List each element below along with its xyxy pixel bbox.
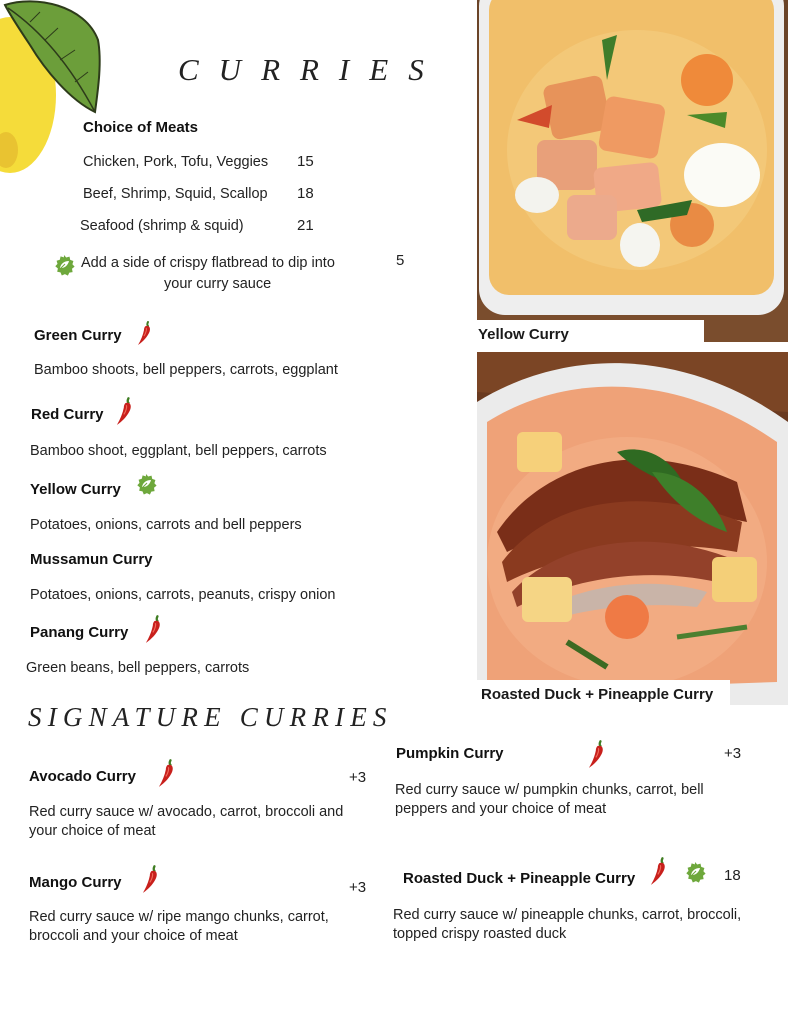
signature-item-desc: peppers and your choice of meat	[395, 801, 607, 817]
signature-item-desc: your choice of meat	[29, 823, 156, 839]
signature-item-desc: Red curry sauce w/ pumpkin chunks, carrot, bell	[395, 782, 704, 798]
signature-item-name: Pumpkin Curry	[396, 745, 504, 762]
curry-name-mussamun: Mussamun Curry	[30, 551, 153, 568]
signature-item-price: +3	[349, 769, 367, 786]
side-price: 5	[396, 252, 405, 269]
signature-item-price: 18	[724, 867, 741, 884]
signature-item-name: Mango Curry	[29, 874, 122, 891]
chili-icon	[586, 739, 608, 769]
vegan-badge-icon	[684, 861, 706, 883]
signature-item-desc: Red curry sauce w/ pineapple chunks, carrot, broccoli,	[393, 907, 742, 923]
curry-desc-green: Bamboo shoots, bell peppers, carrots, eggplant	[34, 362, 338, 378]
photo-caption-duck: Roasted Duck + Pineapple Curry	[477, 680, 730, 710]
meat-option-price: 18	[297, 185, 314, 202]
signature-title: SIGNATURE CURRIES	[28, 702, 393, 732]
photo-caption-yellow: Yellow Curry	[474, 320, 704, 350]
chili-icon	[648, 856, 670, 886]
signature-item-desc: Red curry sauce w/ ripe mango chunks, carrot,	[29, 909, 329, 925]
curry-name-red: Red Curry	[31, 406, 104, 423]
signature-item-name: Avocado Curry	[29, 768, 136, 785]
signature-item-desc: Red curry sauce w/ avocado, carrot, broccoli and	[29, 804, 344, 820]
meat-option-label: Chicken, Pork, Tofu, Veggies	[83, 154, 269, 170]
meat-option-price: 21	[297, 217, 314, 234]
chili-icon	[143, 614, 165, 644]
side-note-line1: Add a side of crispy flatbread to dip into	[81, 255, 335, 271]
signature-item-price: +3	[724, 745, 742, 762]
signature-item-desc: topped crispy roasted duck	[393, 926, 567, 942]
curry-name-panang: Panang Curry	[30, 624, 129, 641]
vegan-badge-icon	[53, 254, 75, 276]
meat-option-label: Seafood (shrimp & squid)	[80, 218, 244, 234]
side-note-line2: your curry sauce	[164, 276, 272, 292]
roasted-duck-photo	[477, 352, 788, 705]
lemon-leaf-decoration	[0, 0, 105, 175]
curry-desc-yellow: Potatoes, onions, carrots and bell peppers	[30, 517, 302, 533]
signature-item-price: +3	[349, 879, 367, 896]
chili-icon	[140, 864, 162, 894]
meats-heading: Choice of Meats	[83, 119, 199, 136]
chili-icon	[156, 758, 178, 788]
yellow-curry-photo	[477, 0, 788, 342]
signature-item-name: Roasted Duck + Pineapple Curry	[403, 870, 636, 887]
curry-name-yellow: Yellow Curry	[30, 481, 121, 498]
chili-icon	[114, 396, 136, 426]
vegan-badge-icon	[135, 473, 157, 495]
page-title: CURRIES	[178, 52, 444, 87]
chili-icon	[136, 320, 154, 346]
curry-desc-mussamun: Potatoes, onions, carrots, peanuts, crispy onion	[30, 587, 336, 603]
curry-name-green: Green Curry	[34, 327, 122, 344]
meat-option-price: 15	[297, 153, 314, 170]
signature-item-desc: broccoli and your choice of meat	[29, 928, 238, 944]
meat-option-label: Beef, Shrimp, Squid, Scallop	[83, 186, 268, 202]
curry-desc-red: Bamboo shoot, eggplant, bell peppers, carrots	[30, 443, 327, 459]
curry-desc-panang: Green beans, bell peppers, carrots	[26, 660, 250, 676]
